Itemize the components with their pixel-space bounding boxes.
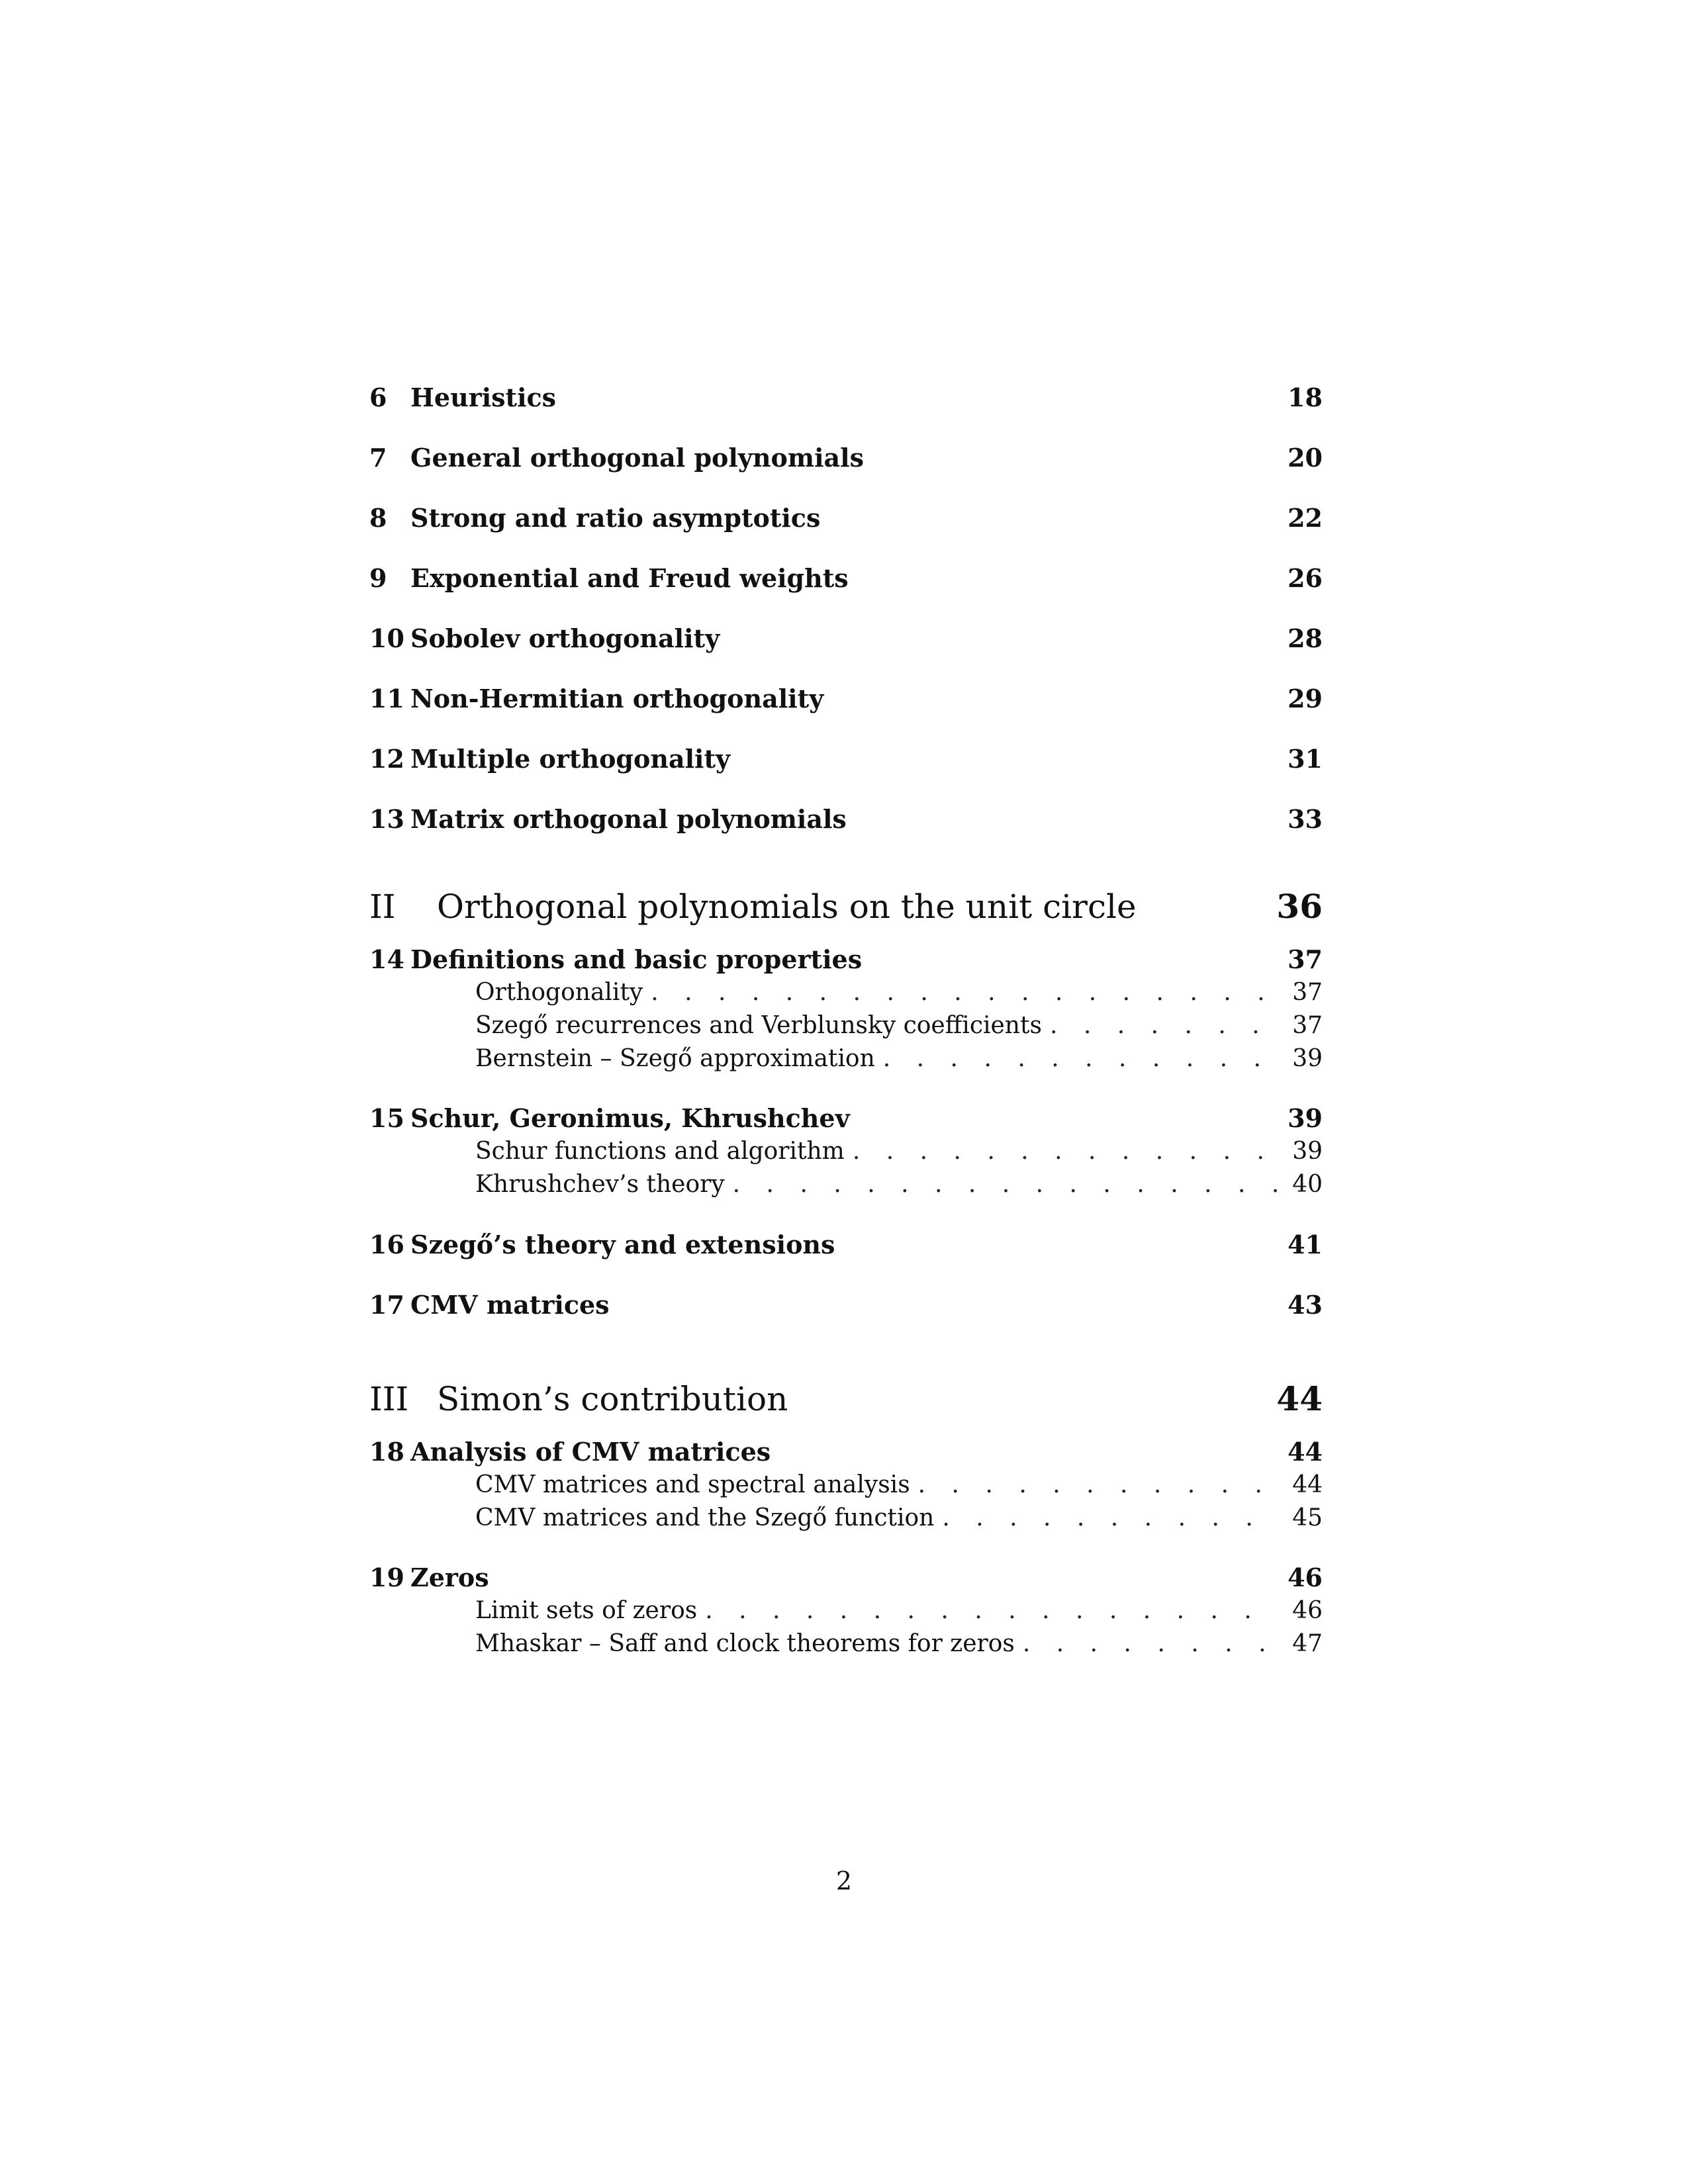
section-title: Non-Hermitian orthogonality (410, 684, 824, 713)
section-number: 6 (369, 383, 387, 412)
dot-leader (733, 1168, 1278, 1201)
toc-subsection[interactable] (369, 1009, 1323, 1042)
toc-section-12[interactable] (369, 729, 1323, 789)
section-title: Definitions and basic properties (410, 944, 863, 974)
subsection-page: 37 (1292, 1012, 1323, 1039)
section-title: Analysis of CMV matrices (410, 1437, 771, 1467)
toc-subsection[interactable] (369, 1594, 1323, 1627)
subsection-title: Bernstein – Szegő approximation (475, 1045, 875, 1072)
table-of-contents (369, 367, 1323, 1661)
subsection-title: Khrushchev’s theory (475, 1171, 725, 1198)
part-title: Simon’s contribution (437, 1380, 788, 1418)
toc-section-19[interactable] (369, 1561, 1323, 1594)
subsection-title: Szegő recurrences and Verblunsky coefficients (475, 1012, 1042, 1039)
section-page: 37 (1288, 944, 1323, 974)
dot-leader (918, 1469, 1278, 1502)
section-title: Exponential and Freud weights (410, 563, 849, 593)
page-number: 2 (835, 1866, 853, 1895)
section-number: 11 (369, 684, 404, 713)
toc-subsection[interactable] (369, 1042, 1323, 1075)
section-title: Heuristics (410, 383, 557, 412)
section-number: 13 (369, 804, 404, 834)
section-page: 44 (1288, 1437, 1323, 1467)
section-page: 28 (1288, 623, 1323, 653)
section-title: Zeros (410, 1563, 489, 1592)
section-title: Matrix orthogonal polynomials (410, 804, 847, 834)
section-page: 22 (1288, 503, 1323, 533)
subsection-title: Mhaskar – Saff and clock theorems for zeros (475, 1630, 1015, 1657)
part-number: III (369, 1380, 409, 1418)
part-number: II (369, 887, 396, 926)
subsection-title: Orthogonality (475, 979, 643, 1006)
subsection-page: 47 (1292, 1630, 1323, 1657)
subsection-title: Schur functions and algorithm (475, 1138, 845, 1165)
subsection-page: 39 (1292, 1138, 1323, 1165)
section-number: 15 (369, 1103, 404, 1133)
section-page: 29 (1288, 684, 1323, 713)
toc-section-8[interactable] (369, 488, 1323, 548)
part-title: Orthogonal polynomials on the unit circle (437, 887, 1137, 926)
section-number: 18 (369, 1437, 404, 1467)
toc-subsection[interactable] (369, 1168, 1323, 1201)
toc-subsection[interactable] (369, 1627, 1323, 1661)
toc-part-2[interactable] (369, 884, 1323, 930)
section-page: 18 (1288, 383, 1323, 412)
section-number: 14 (369, 944, 404, 974)
subsection-title: CMV matrices and spectral analysis (475, 1471, 910, 1498)
section-number: 10 (369, 623, 404, 653)
section-number: 19 (369, 1563, 404, 1592)
toc-section-18[interactable] (369, 1435, 1323, 1469)
section-title: General orthogonal polynomials (410, 443, 864, 473)
toc-section-14[interactable] (369, 943, 1323, 976)
section-number: 8 (369, 503, 387, 533)
toc-section-11[interactable] (369, 668, 1323, 729)
toc-section-15[interactable] (369, 1102, 1323, 1135)
toc-subsection[interactable] (369, 976, 1323, 1009)
dot-leader (651, 976, 1278, 1009)
toc-section-6[interactable] (369, 367, 1323, 428)
section-title: Schur, Geronimus, Khrushchev (410, 1103, 850, 1133)
toc-subsection[interactable] (369, 1469, 1323, 1502)
section-title: Sobolev orthogonality (410, 623, 720, 653)
subsection-title: Limit sets of zeros (475, 1597, 698, 1624)
dot-leader (1023, 1627, 1278, 1661)
section-number: 16 (369, 1230, 404, 1259)
section-number: 17 (369, 1290, 404, 1320)
toc-section-9[interactable] (369, 548, 1323, 608)
section-title: CMV matrices (410, 1290, 610, 1320)
section-page: 41 (1288, 1230, 1323, 1259)
dot-leader (1050, 1009, 1278, 1042)
toc-section-7[interactable] (369, 428, 1323, 488)
section-number: 9 (369, 563, 387, 593)
toc-section-16[interactable] (369, 1214, 1323, 1275)
section-page: 33 (1288, 804, 1323, 834)
toc-section-13[interactable] (369, 789, 1323, 849)
dot-leader (705, 1594, 1278, 1627)
subsection-title: CMV matrices and the Szegő function (475, 1504, 935, 1531)
section-title: Szegő’s theory and extensions (410, 1230, 835, 1259)
section-number: 7 (369, 443, 387, 473)
section-page: 46 (1288, 1563, 1323, 1592)
section-page: 39 (1288, 1103, 1323, 1133)
subsection-page: 37 (1292, 979, 1323, 1006)
section-number: 12 (369, 744, 404, 774)
toc-subsection[interactable] (369, 1502, 1323, 1535)
subsection-page: 45 (1292, 1504, 1323, 1531)
toc-section-10[interactable] (369, 608, 1323, 668)
section-page: 20 (1288, 443, 1323, 473)
section-page: 31 (1288, 744, 1323, 774)
subsection-page: 39 (1292, 1045, 1323, 1072)
toc-part-3[interactable] (369, 1376, 1323, 1422)
section-page: 43 (1288, 1290, 1323, 1320)
toc-section-17[interactable] (369, 1275, 1323, 1335)
part-page: 44 (1276, 1379, 1323, 1418)
part-page: 36 (1276, 887, 1323, 926)
subsection-page: 40 (1292, 1171, 1323, 1198)
toc-subsection[interactable] (369, 1135, 1323, 1168)
section-title: Multiple orthogonality (410, 744, 731, 774)
dot-leader (853, 1135, 1278, 1168)
dot-leader (942, 1502, 1278, 1535)
section-page: 26 (1288, 563, 1323, 593)
section-title: Strong and ratio asymptotics (410, 503, 821, 533)
dot-leader (883, 1042, 1278, 1075)
subsection-page: 44 (1292, 1471, 1323, 1498)
subsection-page: 46 (1292, 1597, 1323, 1624)
